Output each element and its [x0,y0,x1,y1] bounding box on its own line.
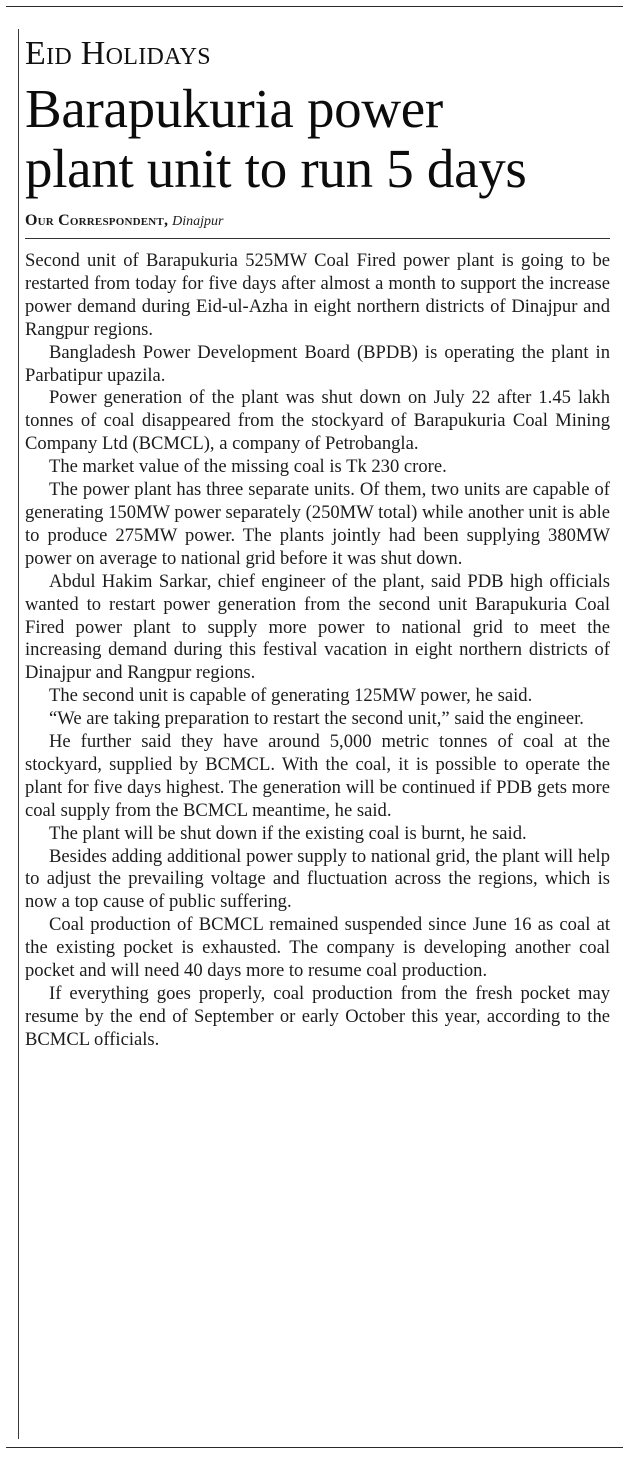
newspaper-clipping [6,6,623,1448]
paragraph: If everything goes properly, coal production from the fresh pocket may resume by the end of September or early October this year, according to the BCMCL officials. [25,983,610,1050]
paragraph: Abdul Hakim Sarkar, chief engineer of the plant, said PDB high officials wanted to restart power generation from the second unit Barapukuria Coal Fired power plant to supply more power to national grid to meet the increasing demand during this festival vacation in eight northern districts of Dinajpur and Rangpur regions. [25,570,610,684]
byline [25,211,610,239]
paragraph: Coal production of BCMCL remained suspended since June 16 as coal at the existing pocket is exhausted. The company is developing another coal pocket and will need 40 days more to resume coal production. [25,914,610,982]
paragraph: The plant will be shut down if the existing coal is burnt, he said. [49,822,527,844]
headline-line-2: plant unit to run 5 days [25,138,527,199]
byline-location: Dinajpur [172,214,224,229]
paragraph: The power plant has three separate units. Of them, two units are capable of generating 150MW power separately (250MW total) while another unit is able to produce 275MW power. The plants jointly had been supplying 380MW power on average to national grid before it was shut down. [25,479,610,569]
paragraph: He further said they have around 5,000 metric tonnes of coal at the stockyard, supplied by BCMCL. With the coal, it is possible to operate the plant for five days highest. The generation will be continued if PDB gets more coal supply from the BCMCL meantime, he said. [25,731,610,821]
byline-author: Our Correspondent, [25,212,169,229]
headline [25,79,614,199]
paragraph: Power generation of the plant was shut down on July 22 after 1.45 lakh tonnes of coal disappeared from the stockyard of Barapukuria Coal Mining Company Ltd (BCMCL), a company of Petrobangla. [25,387,610,455]
paragraph: Bangladesh Power Development Board (BPDB) is operating the plant in Parbatipur upazila. [25,341,610,386]
paragraph: Second unit of Barapukuria 525MW Coal Fired power plant is going to be restarted from today for five days after almost a month to support the increase power demand during Eid-ul-Azha in eight northern districts of Dinajpur and Rangpur regions. [25,250,610,340]
article-body [25,250,610,1052]
paragraph: The market value of the missing coal is Tk 230 crore. [49,456,447,478]
kicker: Eid Holidays [25,35,211,72]
headline-line-1: Barapukuria power [25,78,443,139]
article [18,29,614,1439]
paragraph: The second unit is capable of generating 125MW power, he said. [49,685,533,707]
paragraph: “We are taking preparation to restart the second unit,” said the engineer. [49,708,584,730]
paragraph: Besides adding additional power supply to national grid, the plant will help to adjust the prevailing voltage and fluctuation across the regions, which is now a top cause of public suffering. [25,845,610,913]
